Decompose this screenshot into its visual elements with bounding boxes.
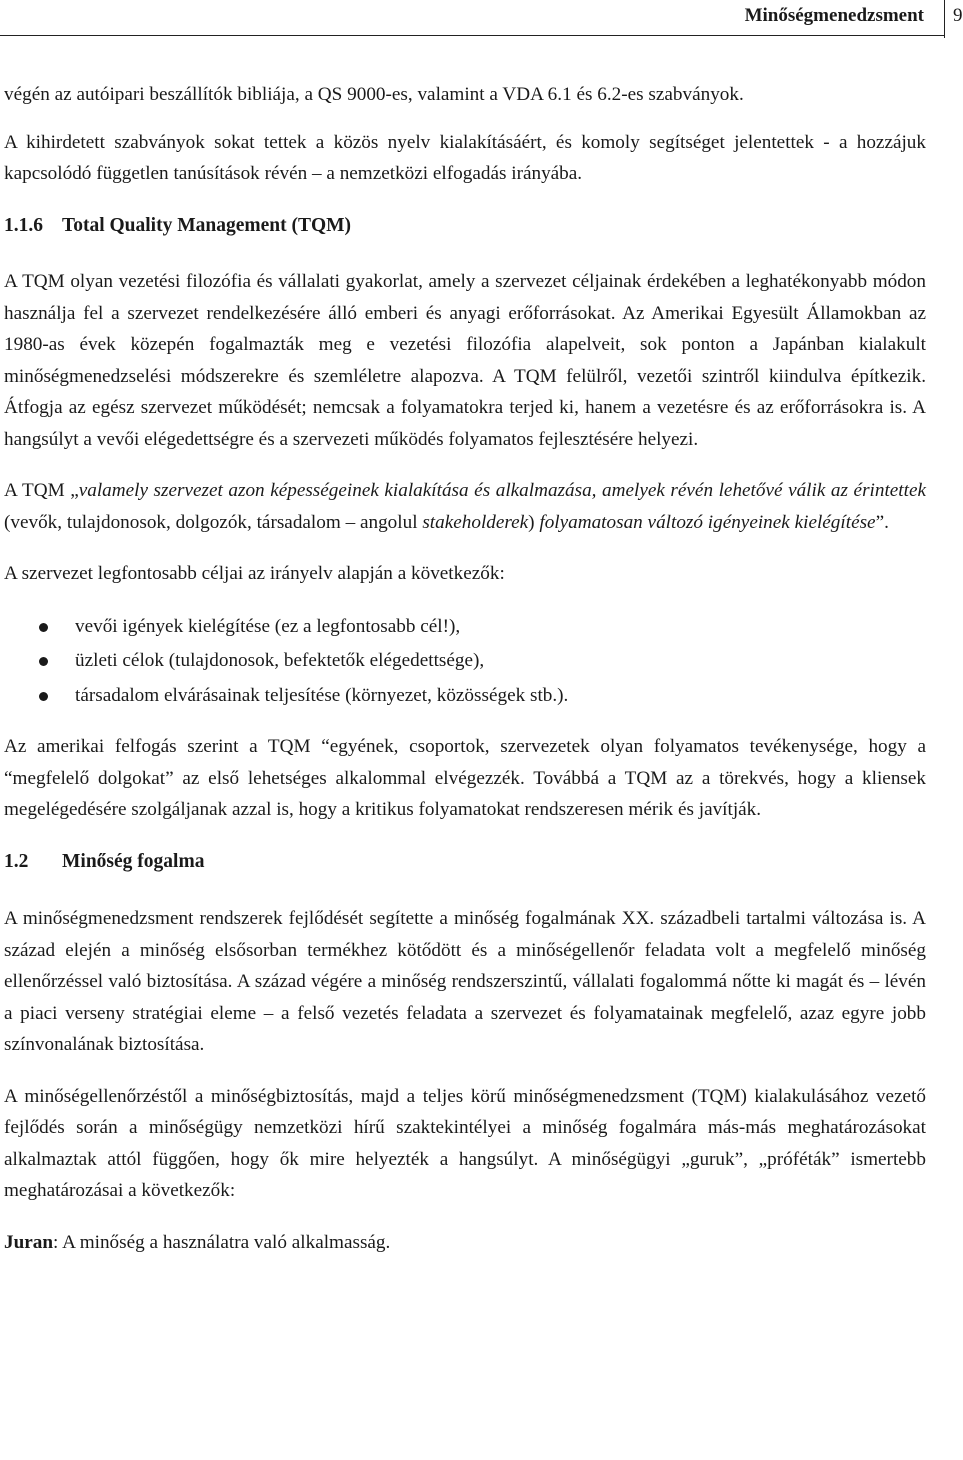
list-item: üzleti célok (tulajdonosok, befektetők elégedettsége), <box>4 644 926 679</box>
paragraph: A minőségmenedzsment rendszerek fejlődését segítette a minőség fogalmának XX. századbeli tartalmi változása is. A század elején a minőség elsősorban termékhez kötődött és a minőségellenőr feladata volt a megfelelő minőség ellenőrzéssel való biztosítása. A század végére a minőség rendszerszintű, vállalati fogalommá nőtte ki magát és – lévén a piaci verseny stratégiai eleme – a felső vezetés feladata a szervezet és folyamatainak megfelelő, azaz egyre jobb színvonalának biztosítása. <box>4 908 926 1055</box>
paragraph-juran <box>4 1227 926 1259</box>
paragraph: végén az autóipari beszállítók bibliája, a QS 9000-es, valamint a VDA 6.1 és 6.2-es szabványok. <box>4 84 744 105</box>
italic-run: stakeholderek <box>422 511 529 533</box>
paragraph: A kihirdetett szabványok sokat tettek a közös nyelv kialakításáért, és komoly segítséget jelentettek - a hozzájuk kapcsolódó független tanúsítások révén – a nemzetközi elfogadás irányába. <box>4 131 926 184</box>
paragraph-tqm-definition <box>4 475 926 538</box>
header-rule <box>0 35 944 36</box>
paragraph: A TQM olyan vezetési filozófia és vállalati gyakorlat, amely a szervezet céljainak érdekében a leghatékonyabb módon használja fel a szervezet rendelkezésére álló emberi és anyagi erőforrásokat. Az Amerikai Egyesült Államokban az 1980-as évek közepén fogalmazták meg e vezetési filozófia alapelveit, sok ponton a Japánban kialakult minőségmenedzselési módszerekre és szemléletre alapozva. A TQM felülről, vezetői szintről kiindulva építkezik. Átfogja az egész szervezet működését; nemcsak a folyamatokra terjed ki, hanem a vezetésre és az erőforrásokra is. A hangsúlyt a vevői elégedettségre és a szervezeti működés folyamatos fejlesztésére helyezi. <box>4 271 926 450</box>
paragraph: A minőségellenőrzéstől a minőségbiztosítás, majd a teljes körű minőségmenedzsment (TQM) kialakulásához vezető fejlődés során a minőségügy nemzetközi hírű szaktekintélyei a minőség fogalmára más-más meghatározásokat alkalmaztak attól függően, hogy ők mire helyezték a hangsúlyt. A minőségügyi „guruk”, „próféták” ismertebb meghatározásai a következők: <box>4 1085 926 1201</box>
running-header-title: Minőségmenedzsment <box>744 5 924 26</box>
list-item: társadalom elvárásainak teljesítése (környezet, közösségek stb.). <box>4 679 926 714</box>
italic-run: valamely szervezet azon képességeinek kialakítása és alkalmazása, amelyek révén lehetővé válik az érintettek <box>78 480 926 501</box>
text-run: A TQM „ <box>4 480 79 501</box>
definition-author: Juran <box>4 1231 54 1253</box>
definition-text: : A minőség a használatra való alkalmasság. <box>53 1231 391 1253</box>
paragraph: A szervezet legfontosabb céljai az irányelv alapján a következők: <box>4 563 505 584</box>
text-run: (vevők, tulajdonosok, dolgozók, társadalom – angolul <box>4 511 423 533</box>
section-heading-tqm <box>4 210 926 242</box>
section-title: Total Quality Management (TQM) <box>62 214 352 236</box>
section-number: 1.1.6 <box>4 214 43 236</box>
section-title: Minőség fogalma <box>62 850 205 872</box>
header-divider <box>944 0 945 38</box>
text-run: ) <box>528 511 540 533</box>
section-heading-quality <box>4 846 926 878</box>
section-number: 1.2 <box>4 850 29 872</box>
goals-bullet-list <box>4 610 926 714</box>
paragraph: Az amerikai felfogás szerint a TQM “egyének, csoportok, szervezetek olyan folyamatos tevékenysége, hogy a “megfelelő dolgokat” az első lehetséges alkalommal elvégezzék. Továbbá a TQM az a törekvés, hogy a kliensek megelégedésére szolgáljanak azzal is, hogy a kritikus folyamatokat rendszeresen mérik és javítják. <box>4 736 926 820</box>
list-item: vevői igények kielégítése (ez a legfontosabb cél!), <box>4 610 926 645</box>
italic-run: folyamatosan változó igényeinek kielégítése <box>539 511 876 533</box>
text-run: ”. <box>875 511 889 533</box>
page-header <box>0 0 963 36</box>
document-body <box>4 79 926 1258</box>
page-number: 9 <box>953 5 963 26</box>
